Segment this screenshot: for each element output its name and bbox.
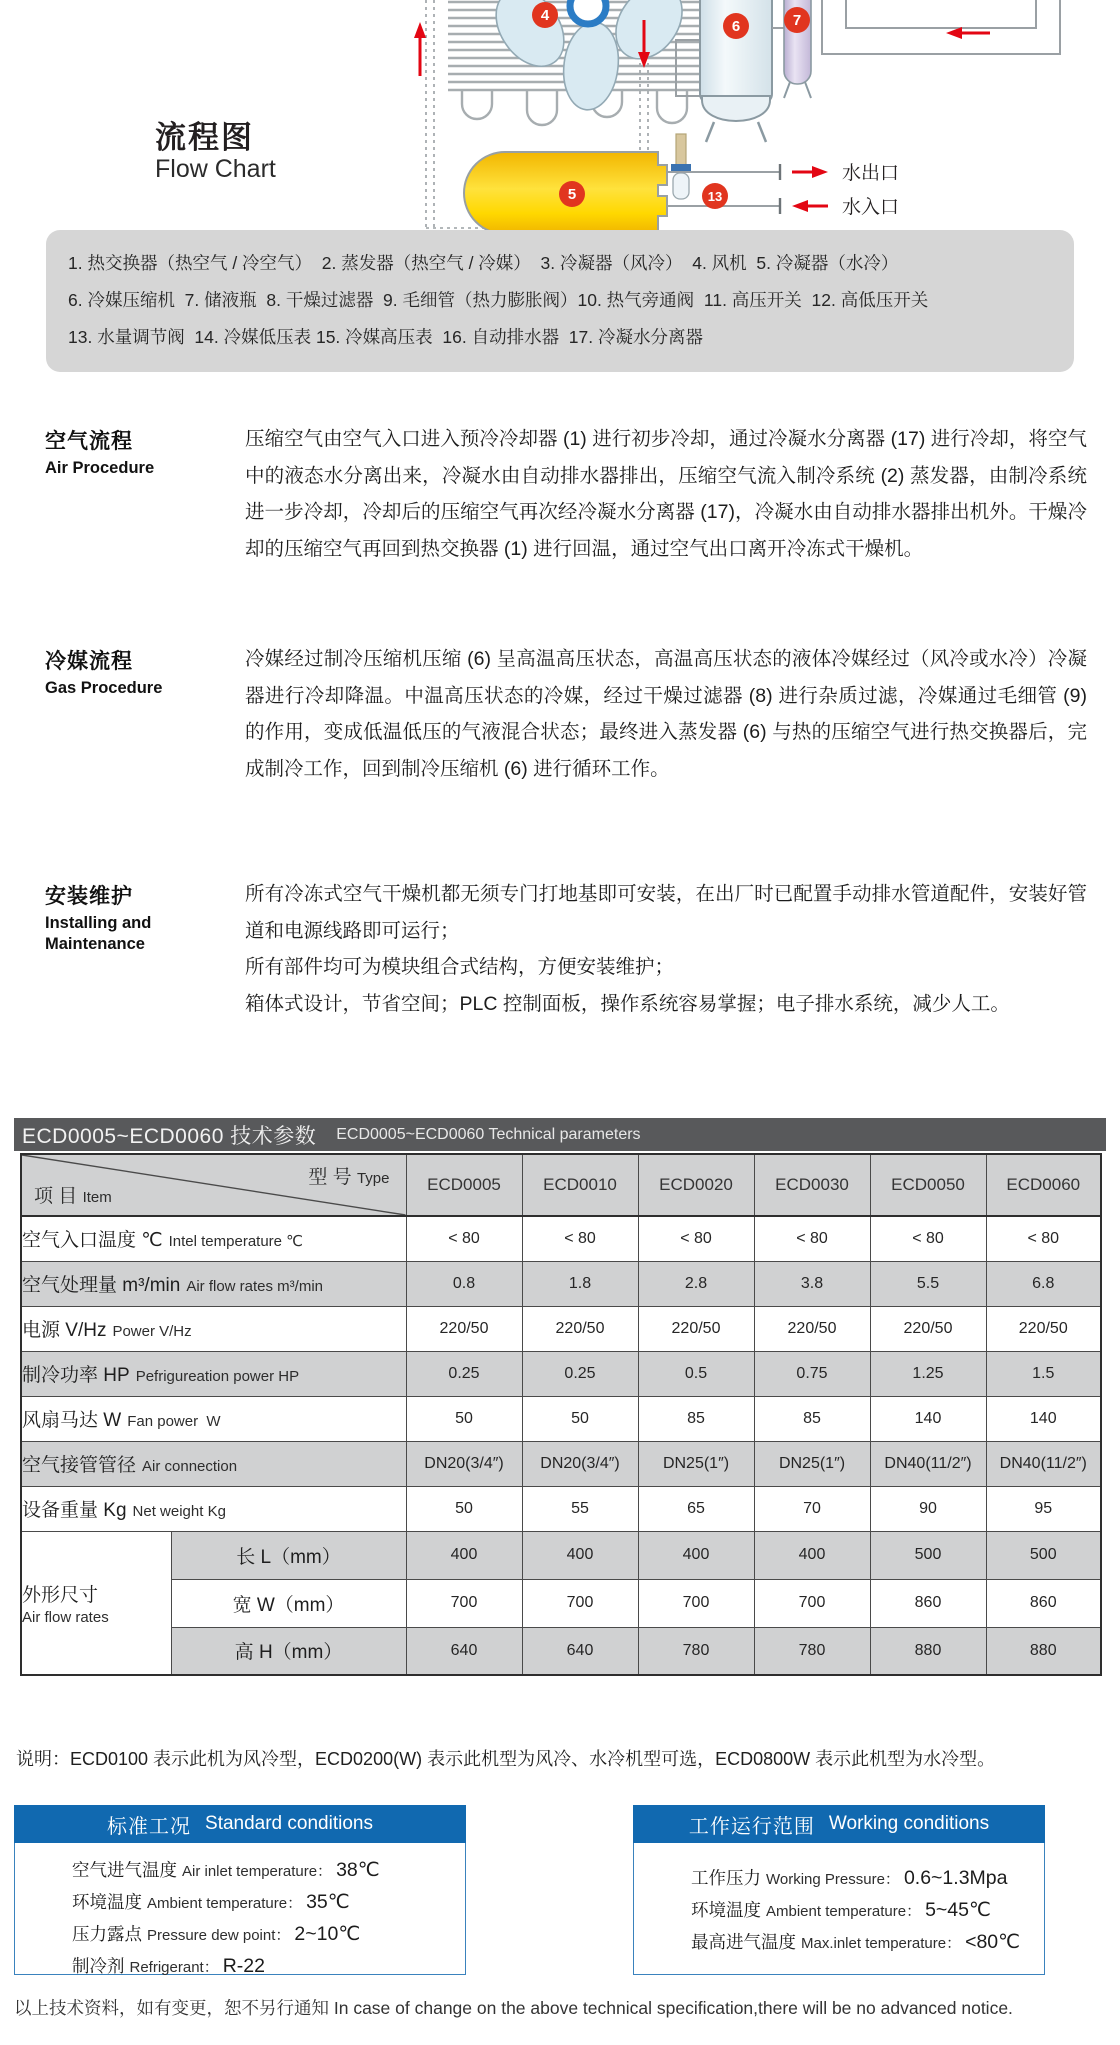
- legend-line: 13. 水量调节阀 14. 冷媒低压表 15. 冷媒高压表 16. 自动排水器 17. 冷凝水分离器: [68, 327, 703, 347]
- table-cell: 2.8: [638, 1261, 754, 1306]
- table-cell: 1.8: [522, 1261, 638, 1306]
- paragraph: 所有部件均可为模块组合式结构，方便安装维护；: [245, 956, 675, 978]
- table-cell: 1.25: [870, 1351, 986, 1396]
- table-cell: 0.75: [754, 1351, 870, 1396]
- table-cell: 65: [638, 1486, 754, 1531]
- dimension-sublabel: 宽 W（mm）: [171, 1579, 406, 1627]
- table-cell: 400: [522, 1531, 638, 1579]
- section-label-en: Air Procedure: [45, 459, 155, 477]
- table-cell: < 80: [986, 1216, 1101, 1261]
- water-outlet-label: 水出口: [842, 163, 900, 184]
- table-header-row: [21, 1154, 1101, 1216]
- table-cell: 85: [754, 1396, 870, 1441]
- table-cell: 700: [406, 1579, 522, 1627]
- footer-note: 以上技术资料，如有变更，恕不另行通知 In case of change on the above technical specification,there will be no advanced notice.: [14, 1998, 1013, 2018]
- corner-type-label: 型 号 Type: [308, 1167, 390, 1188]
- table-cell: < 80: [522, 1216, 638, 1261]
- table-cell: 50: [406, 1396, 522, 1441]
- paragraph: 所有冷冻式空气干燥机都无须专门打地基即可安装，在出厂时已配置手动排水管道配件，安装好管道和电源线路即可运行；: [245, 883, 1087, 942]
- condition-item: 制冷剂 Refrigerant： R-22: [72, 1955, 265, 1977]
- table-cell: DN25(1″): [754, 1441, 870, 1486]
- table-cell: 220/50: [754, 1306, 870, 1351]
- row-label: 制冷功率 HP Pefrigureation power HP: [21, 1351, 406, 1396]
- table-cell: 780: [638, 1627, 754, 1675]
- flow-chart-diagram: [390, 0, 1090, 250]
- table-cell: 50: [406, 1486, 522, 1531]
- table-cell: 220/50: [522, 1306, 638, 1351]
- table-cell: 70: [754, 1486, 870, 1531]
- dimension-group-label: 外形尺寸 Air flow rates: [21, 1531, 171, 1675]
- table-title-bar: [14, 1118, 1106, 1151]
- table-cell: 700: [754, 1579, 870, 1627]
- water-pipes: [667, 162, 899, 218]
- table-cell: DN40(11/2″): [986, 1441, 1101, 1486]
- fan-icon: [482, 0, 696, 113]
- row-label: 空气接管管径 Air connection: [21, 1441, 406, 1486]
- condition-item: 压力露点 Pressure dew point： 2~10℃: [72, 1923, 361, 1945]
- dimension-sublabel: 长 L（mm）: [171, 1531, 406, 1579]
- page-title-en: Flow Chart: [155, 155, 276, 183]
- model-header: ECD0030: [754, 1154, 870, 1216]
- table-cell: 5.5: [870, 1261, 986, 1306]
- table-cell: 3.8: [754, 1261, 870, 1306]
- condition-item: 环境温度 Ambient temperature： 5~45℃: [691, 1899, 991, 1921]
- table-cell: 90: [870, 1486, 986, 1531]
- model-header: ECD0020: [638, 1154, 754, 1216]
- table-cell: 700: [638, 1579, 754, 1627]
- table-cell: 140: [986, 1396, 1101, 1441]
- condition-item: 工作压力 Working Pressure： 0.6~1.3Mpa: [691, 1867, 1008, 1889]
- table-row-dimension-length: [21, 1531, 1101, 1579]
- table-cell: 85: [638, 1396, 754, 1441]
- table-cell: 700: [522, 1579, 638, 1627]
- marker-5: 5: [567, 186, 577, 203]
- working-conditions-body: [633, 1843, 1045, 1975]
- flow-chart-legend: [46, 230, 1074, 372]
- paragraph: 冷媒经过制冷压缩机压缩 (6) 呈高温高压状态，高温高压状态的液体冷媒经过（风冷或水冷）冷凝器进行冷却降温。中温高压状态的冷媒，经过干燥过滤器 (8) 进行杂质过滤，冷媒通过毛细管 (9) 的作用，变成低温低压的气液混合状态；最终进入蒸发器 (6) 与热的压缩空气进行热交换器后，完成制冷工作，回到制冷压缩机 (6) 进行循环工作。: [245, 648, 1087, 780]
- table-title-zh: ECD0005~ECD0060 技术参数: [22, 1124, 317, 1148]
- table-row-power: [21, 1306, 1101, 1351]
- working-conditions-box: [633, 1805, 1045, 1975]
- table-cell: DN25(1″): [638, 1441, 754, 1486]
- fan-hub-icon: [570, 0, 606, 24]
- table-cell: 95: [986, 1486, 1101, 1531]
- table-title-en: ECD0005~ECD0060 Technical parameters: [336, 1125, 641, 1143]
- table-row-air-connection: [21, 1441, 1101, 1486]
- table-cell: 860: [870, 1579, 986, 1627]
- section-label-zh: 安装维护: [45, 885, 133, 908]
- row-label: 设备重量 Kg Net weight Kg: [21, 1486, 406, 1531]
- standard-conditions-box: [14, 1805, 466, 1975]
- marker-4: 4: [540, 7, 550, 24]
- table-row-refrigeration-power: [21, 1351, 1101, 1396]
- table-cell: 880: [870, 1627, 986, 1675]
- table-row-net-weight: [21, 1486, 1101, 1531]
- row-label: 电源 V/Hz Power V/Hz: [21, 1306, 406, 1351]
- box-title-en: Working conditions: [828, 1813, 990, 1834]
- table-cell: 220/50: [870, 1306, 986, 1351]
- corner-item-label: 项 目 Item: [34, 1186, 112, 1207]
- table-cell: 400: [638, 1531, 754, 1579]
- table-cell: 0.25: [406, 1351, 522, 1396]
- section-label-gas-procedure: [45, 645, 243, 699]
- table-cell: < 80: [638, 1216, 754, 1261]
- table-cell: DN20(3/4″): [406, 1441, 522, 1486]
- model-header: ECD0060: [986, 1154, 1101, 1216]
- table-cell: DN40(11/2″): [870, 1441, 986, 1486]
- marker-13: 13: [707, 189, 723, 204]
- table-row-dimension-height: [21, 1627, 1101, 1675]
- model-header: ECD0050: [870, 1154, 986, 1216]
- table-cell: 0.25: [522, 1351, 638, 1396]
- condition-item: 环境温度 Ambient temperature： 35℃: [72, 1891, 350, 1913]
- table-cell: 780: [754, 1627, 870, 1675]
- paragraph: 箱体式设计，节省空间；PLC 控制面板，操作系统容易掌握；电子排水系统，减少人工。: [245, 992, 1010, 1015]
- box-title-zh: 工作运行范围: [688, 1815, 815, 1838]
- water-valve-icon: [671, 134, 691, 199]
- row-label: 空气处理量 m³/min Air flow rates m³/min: [21, 1261, 406, 1306]
- table-cell: 500: [870, 1531, 986, 1579]
- table-cell: 640: [406, 1627, 522, 1675]
- legend-line: 1. 热交换器（热空气 / 冷空气） 2. 蒸发器（热空气 / 冷媒） 3. 冷凝器（风冷） 4. 风机 5. 冷凝器（水冷）: [68, 253, 899, 273]
- table-cell: < 80: [406, 1216, 522, 1261]
- table-cell: 0.5: [638, 1351, 754, 1396]
- model-header: ECD0010: [522, 1154, 638, 1216]
- row-label: 风扇马达 W Fan power W: [21, 1396, 406, 1441]
- table-cell: 220/50: [638, 1306, 754, 1351]
- table-cell: 1.5: [986, 1351, 1101, 1396]
- table-cell: 500: [986, 1531, 1101, 1579]
- table-cell: DN20(3/4″): [522, 1441, 638, 1486]
- paragraph: 压缩空气由空气入口进入预冷冷却器 (1) 进行初步冷却，通过冷凝水分离器 (17) 进行冷却，将空气中的液态水分离出来，冷凝水由自动排水器排出，压缩空气流入制冷系统 (2) 蒸发器，由制冷系统进一步冷却，冷却后的压缩空气再次经冷凝水分离器 (17)，冷凝水由自动排水器排出机外。干燥冷却的压缩空气再回到热交换器 (1) 进行回温，通过空气出口离开冷冻式干燥机。: [245, 428, 1087, 560]
- table-cell: < 80: [754, 1216, 870, 1261]
- section-label-installing-maintenance: [45, 880, 243, 955]
- table-cell: 400: [406, 1531, 522, 1579]
- section-body-air-procedure: [245, 421, 1087, 567]
- condition-item: 最高进气温度 Max.inlet temperature： <80℃: [691, 1931, 1021, 1953]
- table-row-inlet-temperature: [21, 1216, 1101, 1261]
- table-cell: 220/50: [986, 1306, 1101, 1351]
- dimension-sublabel: 高 H（mm）: [171, 1627, 406, 1675]
- table-cell: 860: [986, 1579, 1101, 1627]
- section-label-zh: 冷媒流程: [45, 650, 133, 673]
- table-row-fan-power: [21, 1396, 1101, 1441]
- table-row-air-flow-rate: [21, 1261, 1101, 1306]
- table-cell: 6.8: [986, 1261, 1101, 1306]
- condition-item: 空气进气温度 Air inlet temperature： 38℃: [72, 1859, 380, 1881]
- marker-6: 6: [731, 18, 741, 35]
- standard-conditions-body: [14, 1843, 466, 1975]
- table-cell: 140: [870, 1396, 986, 1441]
- section-label-air-procedure: [45, 425, 243, 479]
- working-conditions-header: [633, 1805, 1045, 1843]
- table-cell: 880: [986, 1627, 1101, 1675]
- standard-conditions-header: [14, 1805, 466, 1843]
- technical-parameters-table: [20, 1153, 1102, 1676]
- table-cell: 55: [522, 1486, 638, 1531]
- pipe-loop: [822, 0, 1060, 54]
- table-row-dimension-width: [21, 1579, 1101, 1627]
- marker-7: 7: [792, 12, 802, 29]
- table-cell: 50: [522, 1396, 638, 1441]
- table-cell: < 80: [870, 1216, 986, 1261]
- legend-line: 6. 冷媒压缩机 7. 储液瓶 8. 干燥过滤器 9. 毛细管（热力膨胀阀）10. 热气旁通阀 11. 高压开关 12. 高低压开关: [68, 290, 929, 310]
- box-title-zh: 标准工况: [107, 1815, 192, 1838]
- table-corner-cell: [21, 1154, 406, 1216]
- section-label-en: Gas Procedure: [45, 679, 163, 697]
- page-title-zh: 流程图: [155, 120, 254, 155]
- section-body-gas-procedure: [245, 641, 1087, 787]
- section-body-installing-maintenance: [245, 876, 1087, 1022]
- table-cell: 220/50: [406, 1306, 522, 1351]
- section-label-zh: 空气流程: [45, 430, 133, 453]
- section-label-en: Installing and Maintenance: [45, 914, 152, 953]
- model-note: 说明：ECD0100 表示此机为风冷型，ECD0200(W) 表示此机型为风冷、水冷机型可选，ECD0800W 表示此机型为水冷型。: [16, 1749, 996, 1769]
- water-inlet-label: 水入口: [842, 197, 900, 218]
- model-header: ECD0005: [406, 1154, 522, 1216]
- table-cell: 0.8: [406, 1261, 522, 1306]
- table-cell: 400: [754, 1531, 870, 1579]
- box-title-en: Standard conditions: [205, 1813, 373, 1834]
- row-label: 空气入口温度 ℃ Intel temperature ℃: [21, 1216, 406, 1261]
- table-cell: 640: [522, 1627, 638, 1675]
